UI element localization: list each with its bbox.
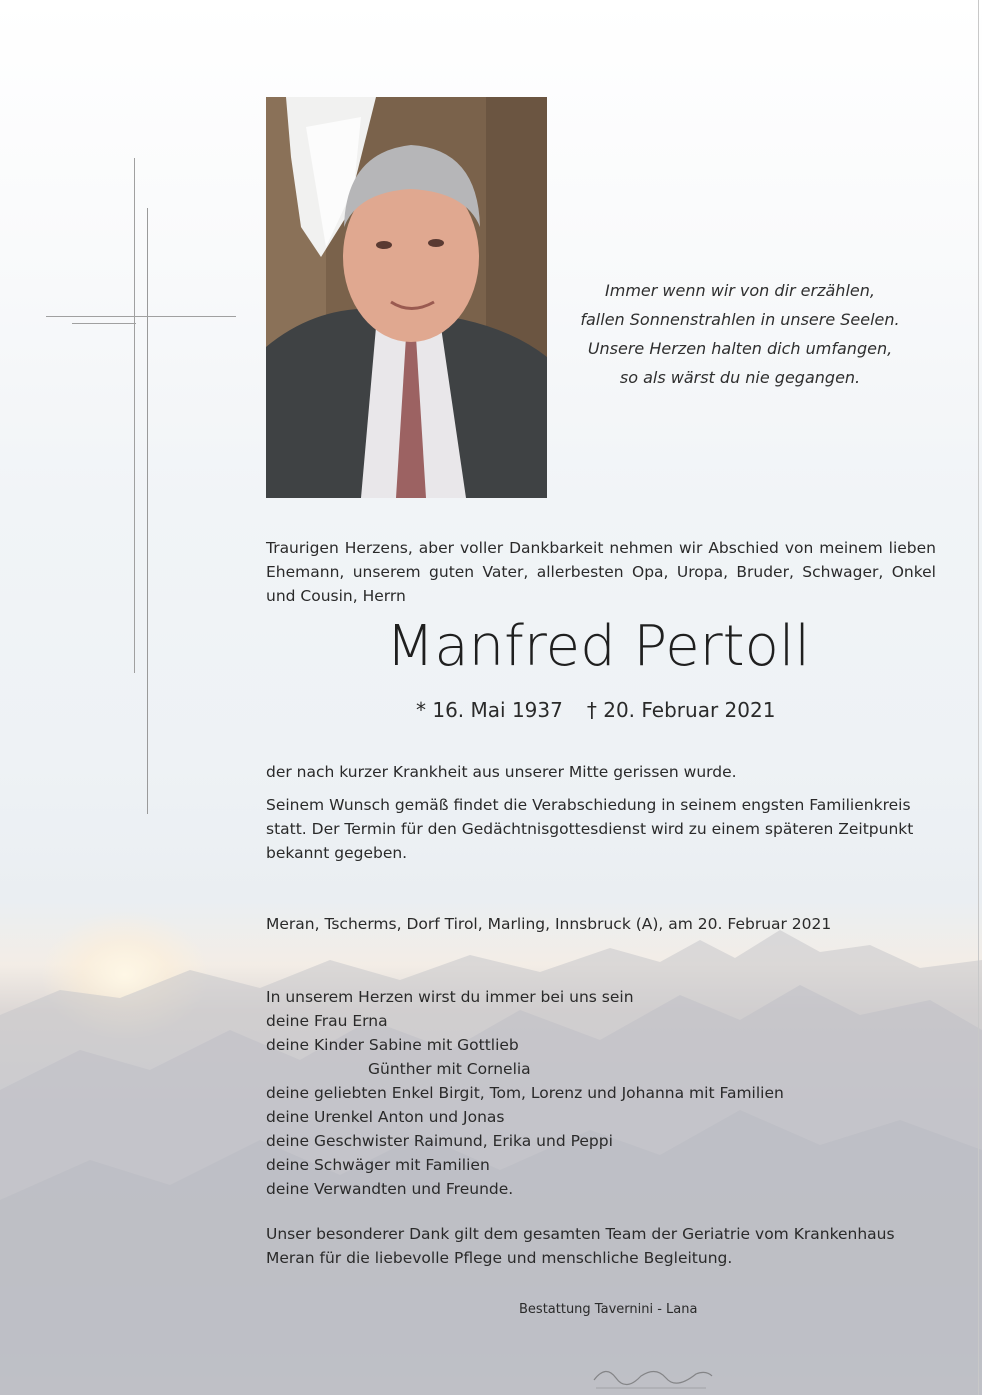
- mourner-line: deine Urenkel Anton und Jonas: [266, 1108, 505, 1126]
- mourner-line: deine Frau Erna: [266, 1012, 388, 1030]
- birth-date: * 16. Mai 1937: [416, 698, 563, 722]
- portrait-photo: [266, 97, 547, 498]
- death-date: † 20. Februar 2021: [586, 698, 776, 722]
- poem-line: Immer wenn wir von dir erzählen,: [605, 281, 875, 300]
- poem-line: so als wärst du nie gegangen.: [619, 368, 861, 387]
- mourner-line: deine Kinder Sabine mit Gottlieb: [266, 1036, 519, 1054]
- poem-line: fallen Sonnenstrahlen in unsere Seelen.: [580, 310, 900, 329]
- farewell-text: Seinem Wunsch gemäß findet die Verabschiedung in seinem engsten Familienkreis statt. Der Termin für den Gedächtnisgottesdienst wird zu einem späteren Zeitpunkt bekannt gegeben.: [266, 796, 914, 862]
- mourner-line: deine Verwandten und Freunde.: [266, 1180, 514, 1198]
- mourner-line: deine Schwäger mit Familien: [266, 1156, 490, 1174]
- cross-vertical-line-inner: [134, 158, 135, 673]
- mourners-list: [266, 985, 946, 1201]
- cross-horizontal-line: [46, 316, 236, 317]
- deceased-name: Manfred Pertoll: [386, 614, 811, 679]
- page-border: [978, 0, 979, 1395]
- mourner-line: In unserem Herzen wirst du immer bei uns sein: [266, 988, 634, 1006]
- thanks-text: Unser besonderer Dank gilt dem gesamten Team der Geriatrie vom Krankenhaus Meran für die liebevolle Pflege und menschliche Begleitung.: [266, 1225, 895, 1267]
- poem: [560, 276, 920, 392]
- funeral-home: Bestattung Tavernini - Lana: [519, 1302, 698, 1317]
- cross-vertical-line: [147, 208, 148, 814]
- photographer-signature-icon: [586, 1360, 716, 1394]
- life-dates: [416, 698, 775, 722]
- intro-text: Traurigen Herzens, aber voller Dankbarkeit nehmen wir Abschied von meinem lieben Ehemann, unserem guten Vater, allerbesten Opa, Uropa, Bruder, Schwager, Onkel und Cousin, Herrn: [266, 539, 936, 605]
- illness-text: der nach kurzer Krankheit aus unserer Mitte gerissen wurde.: [266, 763, 737, 781]
- poem-line: Unsere Herzen halten dich umfangen,: [587, 339, 893, 358]
- place-date: Meran, Tscherms, Dorf Tirol, Marling, Innsbruck (A), am 20. Februar 2021: [266, 915, 832, 933]
- mourner-line: Günther mit Cornelia: [368, 1060, 531, 1078]
- mourner-line: deine geliebten Enkel Birgit, Tom, Lorenz und Johanna mit Familien: [266, 1084, 784, 1102]
- cross-horizontal-line-inner: [72, 323, 136, 324]
- mourner-line: deine Geschwister Raimund, Erika und Peppi: [266, 1132, 613, 1150]
